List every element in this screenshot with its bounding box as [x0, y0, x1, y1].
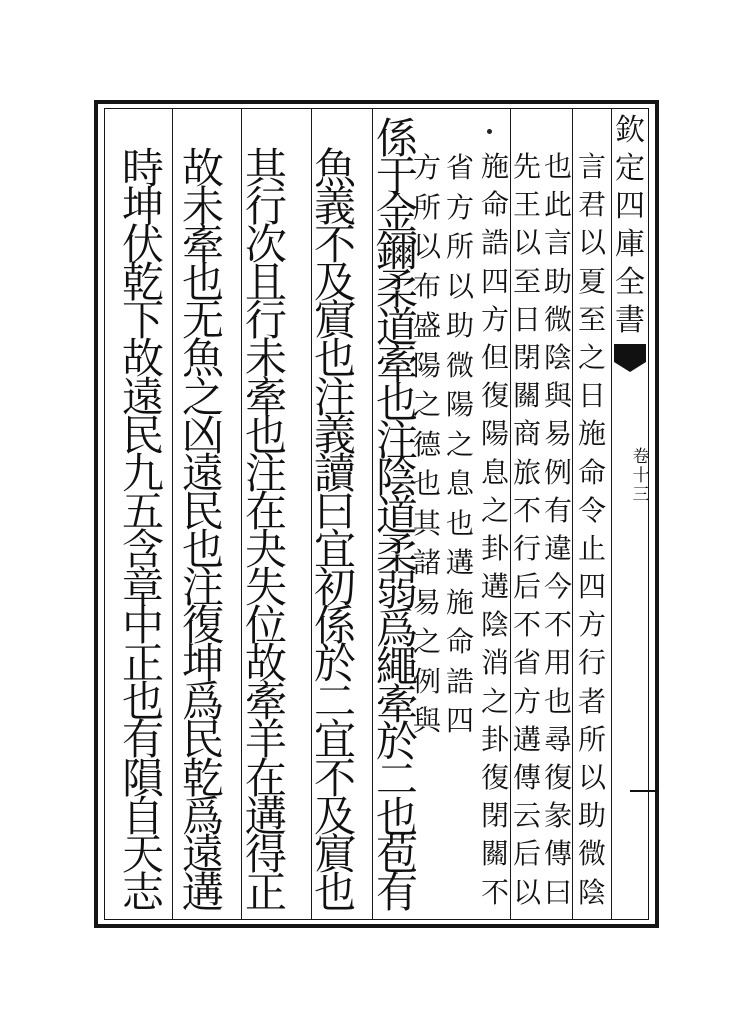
- text-char: 之: [181, 372, 224, 422]
- text-char: 微: [577, 837, 606, 871]
- text-char: 但: [480, 340, 509, 374]
- text-char: 易: [543, 417, 572, 451]
- text-char: 五: [121, 486, 164, 536]
- commentary-column: [575, 148, 609, 912]
- text-char: 今: [543, 570, 572, 604]
- text-char: 爲: [181, 677, 224, 727]
- text-char: 至: [512, 264, 541, 298]
- text-char: 下: [121, 296, 164, 346]
- text-char: 含: [121, 524, 164, 574]
- volume-number: [630, 448, 652, 505]
- text-char: 遘: [181, 867, 224, 917]
- text-char: 后: [512, 837, 541, 871]
- text-char: 繩: [375, 641, 418, 691]
- title-char: 四: [615, 189, 645, 224]
- text-char: 言: [577, 150, 606, 183]
- text-char: 布: [412, 269, 441, 303]
- text-char: 閉: [512, 340, 541, 374]
- text-char: 注: [244, 448, 287, 498]
- text-char: 夬: [244, 524, 287, 574]
- text-char: 也: [313, 334, 356, 384]
- text-char: 王: [512, 188, 541, 222]
- text-char: 省: [445, 151, 474, 184]
- text-char: 隕: [121, 753, 164, 803]
- text-char: 陽: [445, 388, 474, 421]
- text-char: 旅: [512, 455, 541, 489]
- text-char: 四: [577, 570, 606, 604]
- text-char: 爲: [181, 791, 224, 841]
- text-column: [312, 144, 358, 917]
- text-char: 言: [543, 226, 572, 260]
- text-char: 關: [512, 379, 541, 413]
- text-char: 柔: [375, 264, 418, 314]
- text-char: 注: [181, 563, 224, 613]
- text-char: 方: [445, 190, 474, 224]
- text-char: 正: [121, 639, 164, 689]
- text-char: 宜: [313, 715, 356, 765]
- text-char: 所: [445, 230, 474, 263]
- text-char: 章: [121, 563, 164, 613]
- text-char: 羊: [244, 715, 287, 765]
- text-char: 與: [543, 379, 572, 413]
- text-char: 助: [543, 264, 572, 298]
- text-char: 未: [244, 334, 287, 384]
- text-char: 賔: [313, 829, 356, 879]
- text-char: 四: [480, 264, 509, 298]
- text-char: 也: [543, 150, 572, 183]
- text-char: 九: [121, 448, 164, 498]
- text-char: 曰: [313, 486, 356, 536]
- text-char: 誥: [445, 664, 474, 698]
- text-char: 行: [244, 182, 287, 232]
- text-char: 未: [181, 182, 224, 232]
- text-char: 例: [412, 664, 441, 698]
- text-char: 于: [375, 151, 418, 201]
- commentary-column: [443, 148, 477, 741]
- text-char: 在: [244, 753, 287, 803]
- text-char: 也: [412, 467, 441, 500]
- title-char: 書: [615, 303, 645, 338]
- text-char: 故: [181, 144, 224, 193]
- text-char: 不: [512, 493, 541, 527]
- text-char: 无: [181, 296, 224, 346]
- text-char: 坤: [181, 639, 224, 689]
- text-char: 后: [512, 570, 541, 604]
- text-char: 命: [480, 188, 509, 222]
- text-char: 所: [412, 190, 441, 224]
- text-char: 傳: [512, 761, 541, 794]
- text-char: 至: [577, 302, 606, 336]
- punctuation-dot: [487, 129, 492, 134]
- text-char: 正: [244, 867, 287, 917]
- text-char: 有: [121, 715, 164, 765]
- text-char: 不: [480, 875, 509, 909]
- volume-char: 三: [632, 485, 650, 505]
- text-char: 陰: [375, 453, 418, 503]
- text-char: 閉: [480, 799, 509, 833]
- text-char: 與: [412, 704, 441, 737]
- text-char: 道: [375, 302, 418, 352]
- text-char: 失: [244, 563, 287, 613]
- text-char: 令: [577, 493, 606, 527]
- text-char: 者: [577, 684, 606, 718]
- text-char: 先: [512, 150, 541, 183]
- text-char: 遠: [121, 372, 164, 422]
- text-char: 例: [543, 455, 572, 489]
- text-char: 之: [577, 340, 606, 374]
- text-char: 也: [375, 377, 418, 427]
- text-char: 讀: [313, 448, 356, 498]
- text-char: 傳: [543, 837, 572, 871]
- text-char: 自: [121, 791, 164, 841]
- text-char: 方: [512, 684, 541, 718]
- text-char: 夏: [577, 264, 606, 298]
- commentary-column: [512, 148, 542, 912]
- text-char: 之: [445, 427, 474, 461]
- text-char: 陰: [480, 608, 509, 642]
- text-char: 陰: [577, 875, 606, 909]
- text-char: 陽: [480, 417, 509, 451]
- text-char: 之: [412, 388, 441, 421]
- text-char: 德: [412, 427, 441, 461]
- text-char: 曰: [543, 875, 572, 909]
- text-char: 係: [313, 601, 356, 651]
- text-char: 用: [543, 646, 572, 680]
- text-char: 故: [244, 639, 287, 689]
- title-char: 全: [615, 265, 645, 300]
- text-char: 以: [512, 226, 541, 260]
- text-char: 伏: [121, 220, 164, 270]
- text-char: 乾: [121, 258, 164, 308]
- text-char: 牽: [244, 372, 287, 422]
- text-char: 卦: [480, 531, 509, 565]
- text-char: 柔: [375, 528, 418, 578]
- text-char: 牽: [375, 679, 418, 729]
- text-char: 遘: [512, 722, 541, 756]
- text-char: 消: [480, 646, 509, 680]
- text-char: 遘: [445, 546, 474, 579]
- text-char: 方: [577, 608, 606, 642]
- commentary-column: [541, 148, 575, 912]
- text-char: 魚: [181, 334, 224, 384]
- text-char: 牽: [244, 677, 287, 727]
- text-char: 諸: [412, 546, 441, 579]
- text-column: [180, 144, 226, 917]
- text-char: 命: [445, 625, 474, 658]
- text-char: 注: [375, 415, 418, 465]
- text-column: [120, 144, 166, 917]
- text-char: 尋: [543, 722, 572, 756]
- text-char: 盛: [412, 309, 441, 342]
- text-char: 之: [412, 625, 441, 658]
- text-char: 陰: [543, 340, 572, 374]
- text-char: 坤: [121, 182, 164, 232]
- text-char: 中: [121, 601, 164, 651]
- text-char: 也: [181, 524, 224, 574]
- volume-char: 十: [632, 466, 650, 486]
- text-char: 施: [480, 150, 509, 183]
- text-char: 也: [375, 792, 418, 842]
- text-char: 牽: [375, 340, 418, 390]
- text-char: 不: [313, 220, 356, 270]
- text-char: 也: [445, 506, 474, 540]
- text-char: 方: [480, 302, 509, 336]
- text-char: 微: [543, 302, 572, 336]
- text-char: 命: [577, 455, 606, 489]
- text-char: 乾: [181, 753, 224, 803]
- text-char: 於: [375, 717, 418, 767]
- text-char: 行: [512, 531, 541, 565]
- text-column: [374, 114, 420, 918]
- text-char: 以: [445, 269, 474, 303]
- text-char: 牽: [181, 220, 224, 270]
- text-char: 省: [512, 646, 541, 680]
- text-char: 且: [244, 258, 287, 308]
- text-char: 微: [445, 348, 474, 382]
- text-char: 復: [480, 379, 509, 413]
- text-char: 有: [543, 493, 572, 527]
- text-char: 凶: [181, 410, 224, 460]
- text-char: 所: [577, 722, 606, 756]
- fish-tail-mark: [614, 344, 646, 362]
- text-char: 係: [375, 114, 418, 163]
- text-char: 也: [543, 684, 572, 718]
- text-char: 次: [244, 220, 287, 270]
- text-char: 爲: [375, 604, 418, 654]
- text-char: 施: [577, 417, 606, 451]
- text-char: 二: [313, 677, 356, 727]
- text-char: 不: [313, 753, 356, 803]
- text-char: 違: [543, 531, 572, 565]
- text-char: 助: [577, 799, 606, 833]
- text-char: 四: [445, 704, 474, 737]
- text-char: 苞: [375, 830, 418, 880]
- text-char: 易: [412, 585, 441, 619]
- text-char: 遠: [181, 829, 224, 879]
- text-char: 之: [480, 684, 509, 718]
- text-char: 以: [577, 226, 606, 260]
- text-char: 賔: [313, 296, 356, 346]
- volume-char: 卷: [632, 447, 650, 467]
- column-rule: [372, 109, 373, 919]
- text-char: 遘: [480, 570, 509, 604]
- text-char: 也: [181, 258, 224, 308]
- text-char: 商: [512, 417, 541, 451]
- text-char: 不: [512, 608, 541, 642]
- text-char: 道: [375, 491, 418, 541]
- text-char: 也: [313, 867, 356, 917]
- margin-tick: [630, 790, 658, 792]
- text-char: 此: [543, 188, 572, 222]
- text-char: 宜: [313, 524, 356, 574]
- text-column: [243, 144, 289, 917]
- text-char: 時: [121, 144, 164, 193]
- text-char: 故: [121, 334, 164, 384]
- text-char: 以: [512, 875, 541, 909]
- text-char: 息: [480, 455, 509, 489]
- text-char: 之: [480, 493, 509, 527]
- text-char: 義: [313, 182, 356, 232]
- text-char: 注: [313, 372, 356, 422]
- text-char: 位: [244, 601, 287, 651]
- text-char: 彖: [543, 799, 572, 833]
- text-char: 以: [412, 230, 441, 263]
- text-char: 金: [375, 189, 418, 239]
- column-rule: [241, 109, 242, 919]
- text-char: 有: [375, 868, 418, 918]
- text-char: 弱: [375, 566, 418, 616]
- text-char: 魚: [313, 144, 356, 193]
- text-char: 及: [313, 258, 356, 308]
- text-char: 遘: [244, 791, 287, 841]
- text-char: 初: [313, 563, 356, 613]
- text-char: 得: [244, 829, 287, 879]
- text-char: 遠: [181, 448, 224, 498]
- text-char: 復: [543, 761, 572, 794]
- text-char: 以: [577, 761, 606, 794]
- book-title: [612, 112, 648, 340]
- title-char: 庫: [615, 227, 645, 262]
- text-char: 日: [512, 302, 541, 336]
- text-char: 息: [445, 467, 474, 500]
- text-char: 行: [244, 296, 287, 346]
- text-char: 日: [577, 379, 606, 413]
- text-char: 復: [181, 601, 224, 651]
- text-char: 及: [313, 791, 356, 841]
- text-char: 助: [445, 309, 474, 342]
- text-char: 行: [577, 646, 606, 680]
- text-char: 君: [577, 188, 606, 222]
- text-char: 天: [121, 829, 164, 879]
- text-char: 其: [244, 144, 287, 193]
- text-char: 民: [181, 486, 224, 536]
- text-char: 也: [244, 410, 287, 460]
- title-char: 欽: [615, 113, 645, 148]
- text-char: 止: [577, 531, 606, 565]
- commentary-column: [478, 148, 512, 912]
- text-char: 志: [121, 867, 164, 917]
- text-char: 其: [412, 506, 441, 540]
- text-char: 不: [543, 608, 572, 642]
- text-char: 方: [412, 151, 441, 184]
- text-char: 施: [445, 585, 474, 619]
- text-char: 關: [480, 837, 509, 871]
- text-char: 民: [121, 410, 164, 460]
- text-char: 陽: [412, 348, 441, 382]
- column-rule: [172, 109, 173, 919]
- text-char: 義: [313, 410, 356, 460]
- text-char: 民: [181, 715, 224, 765]
- text-char: 誥: [480, 226, 509, 260]
- text-char: 鑈: [375, 227, 418, 277]
- text-char: 復: [480, 761, 509, 794]
- text-char: 也: [121, 677, 164, 727]
- text-char: 在: [244, 486, 287, 536]
- text-char: 二: [375, 754, 418, 804]
- text-char: 云: [512, 799, 541, 833]
- text-char: 於: [313, 639, 356, 689]
- title-char: 定: [615, 151, 645, 186]
- text-char: 卦: [480, 722, 509, 756]
